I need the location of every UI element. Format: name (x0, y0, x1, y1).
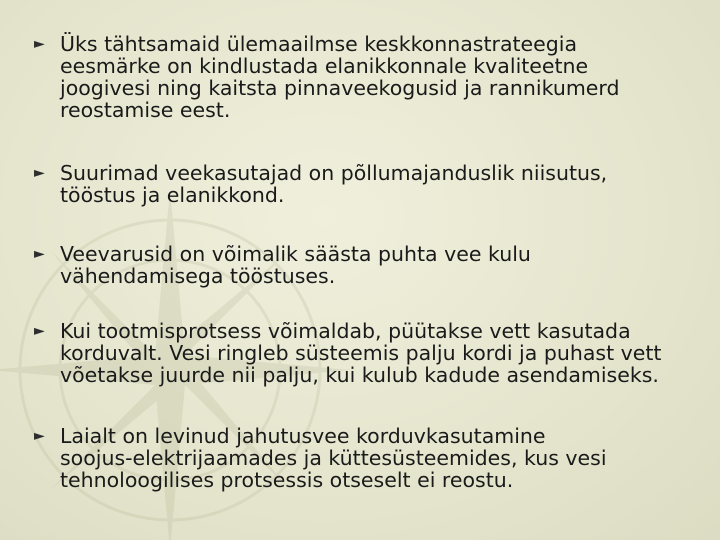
bullet-text: Veevarusid on võimalik säästa puhta vee kulu vähendamisega tööstuses. (60, 242, 531, 288)
bullet-marker-icon: ► (34, 36, 45, 52)
bullet-text: Suurimad veekasutajad on põllumajanduslik niisutus, tööstus ja elanikkond. (60, 161, 608, 207)
bullet-text: Kui tootmisprotsess võimaldab, püütakse vett kasutada korduvalt. Vesi ringleb süsteemis palju kordi ja puhast vett võetakse juurde nii palju, kui kulub kadude asendamiseks. (60, 319, 662, 387)
bullet-marker-icon: ► (34, 165, 45, 181)
bullet-marker-icon: ► (34, 323, 45, 339)
bullet-text: Laialt on levinud jahutusvee korduvkasutamine soojus-elektrijaamades ja küttesüsteemides, kus vesi tehnoloogilises protsessis otseselt ei reostu. (60, 424, 607, 492)
bullet-marker-icon: ► (34, 428, 45, 444)
bullet-marker-icon: ► (34, 246, 45, 262)
bullet-text: Üks tähtsamaid ülemaailmse keskkonnastrateegia eesmärke on kindlustada elanikkonnale kvaliteetne joogivesi ning kaitsta pinnaveekogusid ja rannikumerd reostamise eest. (60, 32, 620, 122)
